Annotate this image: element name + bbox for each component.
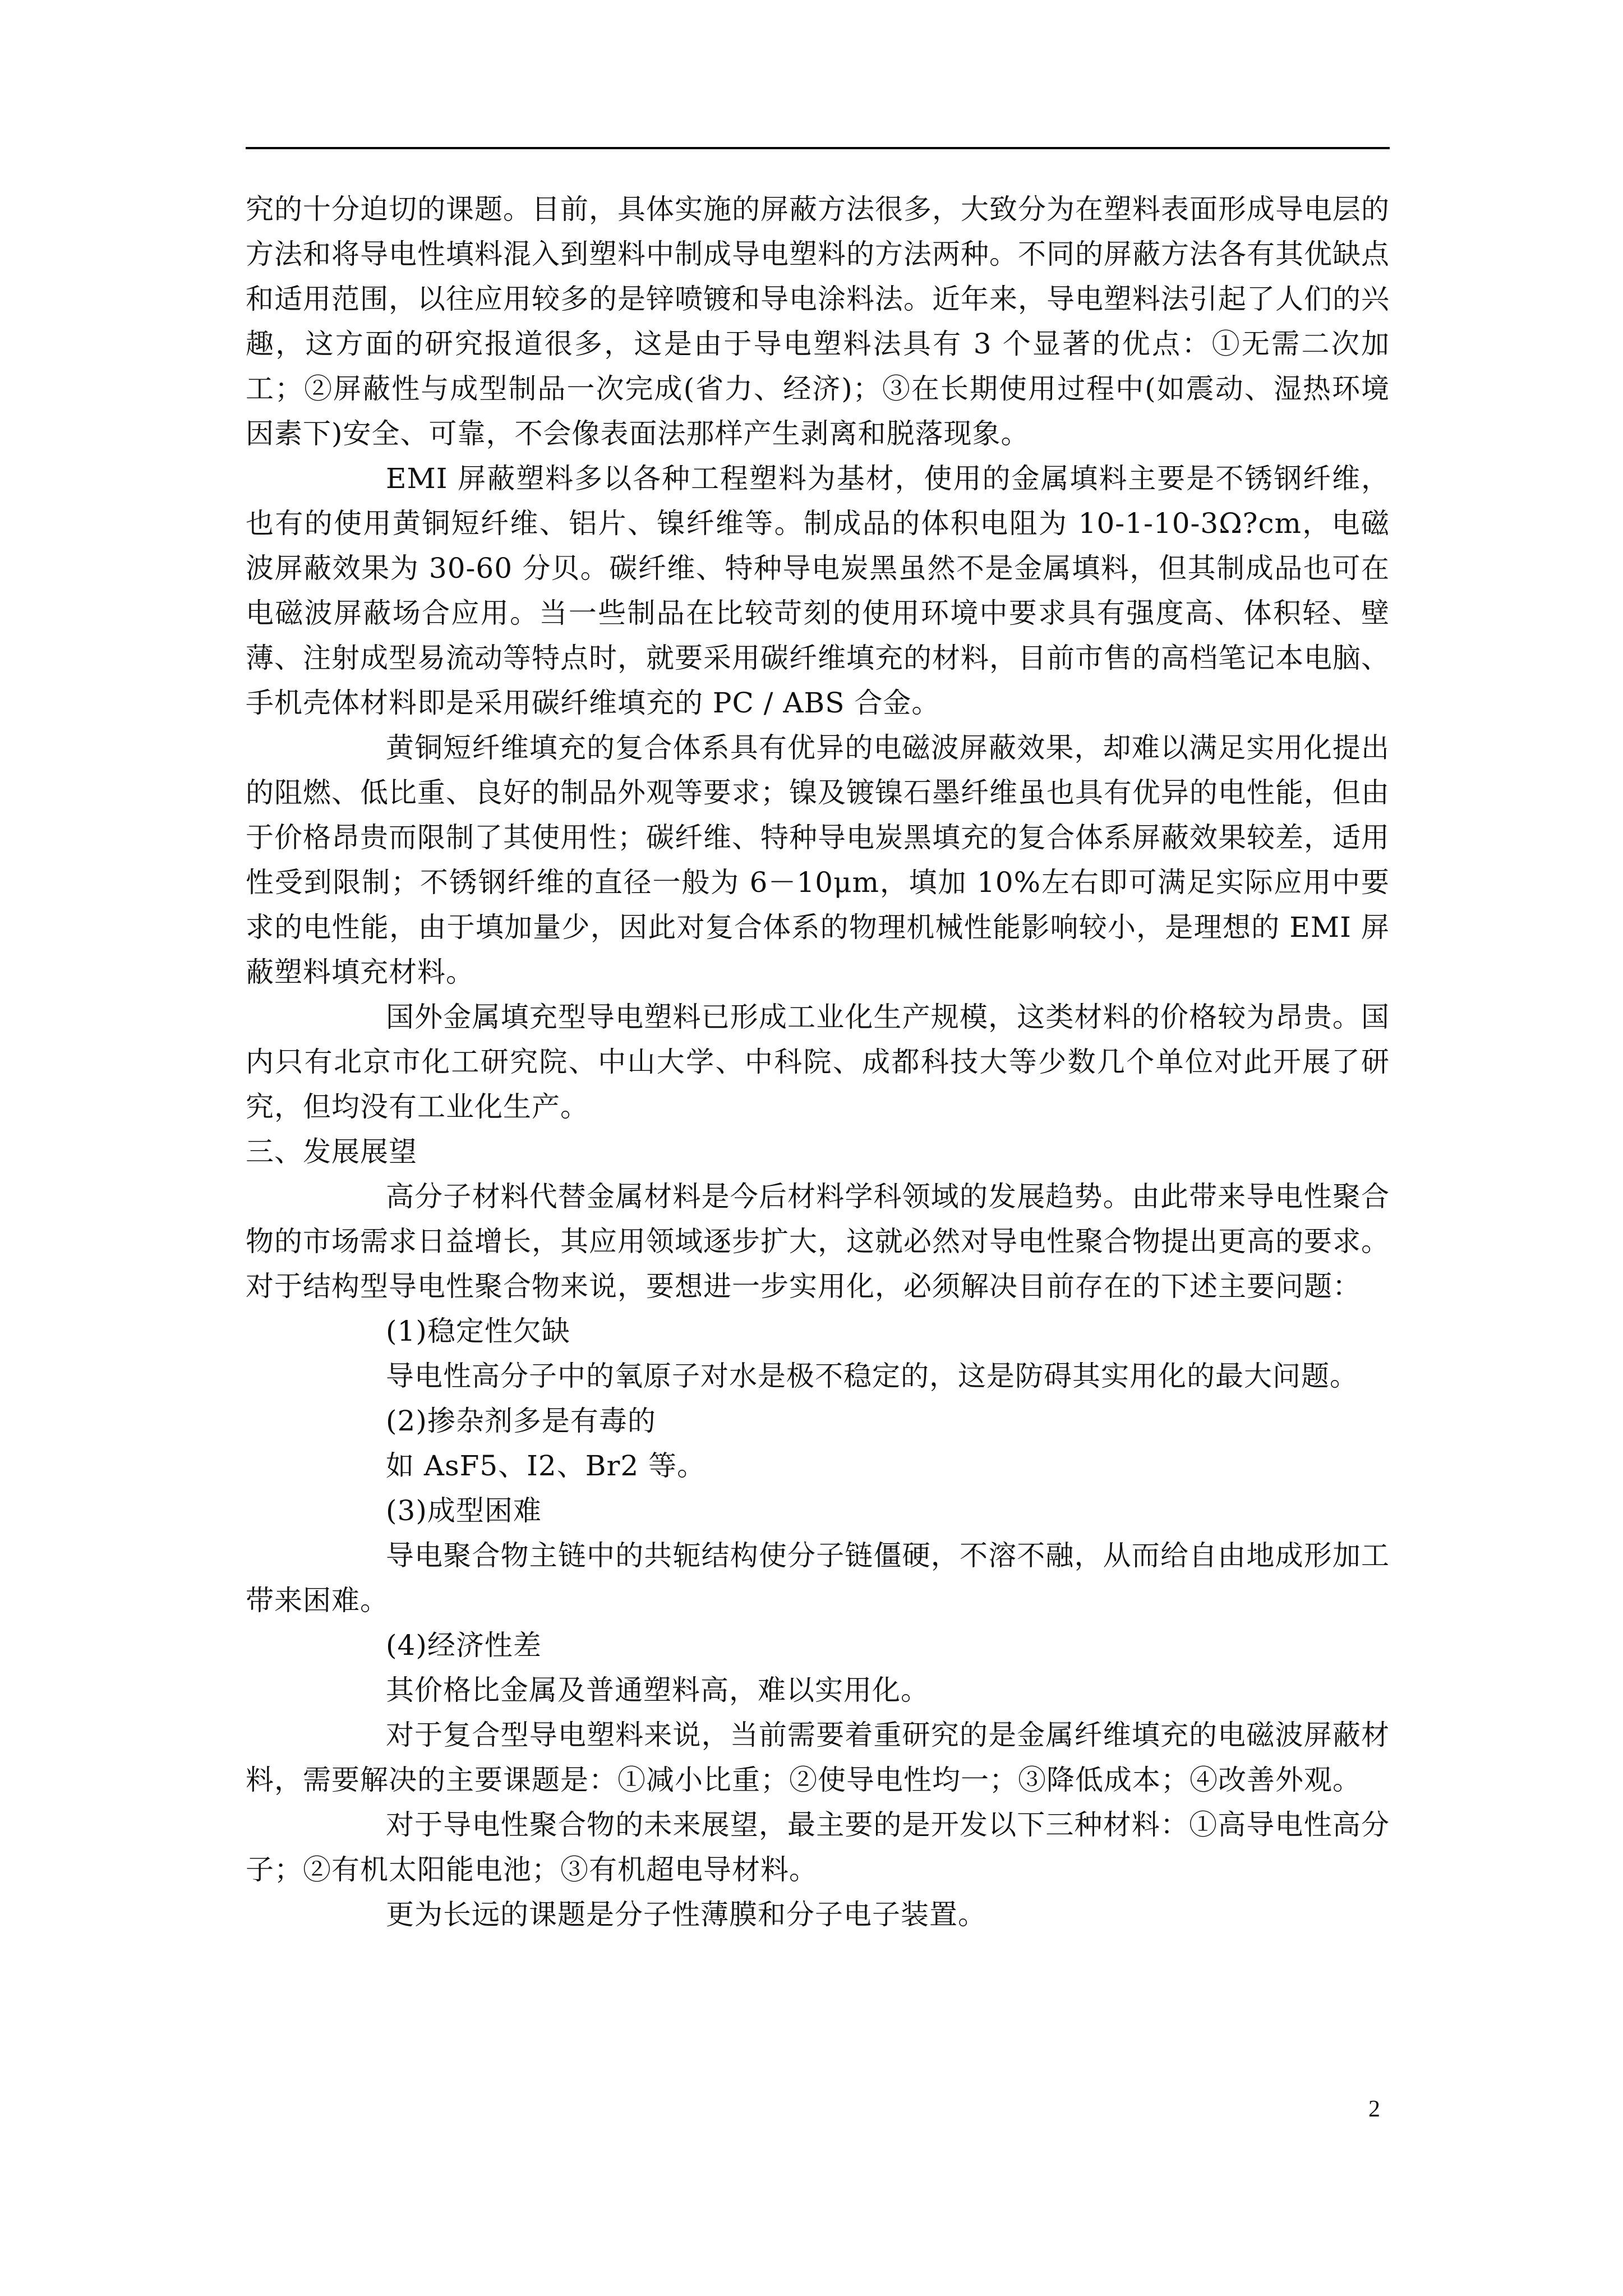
paragraph-composite-issues: 对于复合型导电塑料来说，当前需要着重研究的是金属纤维填充的电磁波屏蔽材料，需要解决的主要课题是：①减小比重；②使导电性均一；③降低成本；④改善外观。 bbox=[246, 1719, 1390, 1796]
problem-heading-3: (3)成型困难 bbox=[386, 1494, 542, 1527]
document-body bbox=[246, 187, 1390, 1937]
paragraph-trend: 高分子材料代替金属材料是今后材料学科领域的发展趋势。由此带来导电性聚合物的市场需求日益增长，其应用领域逐步扩大，这就必然对导电性聚合物提出更高的要求。对于结构型导电性聚合物来说，要想进一步实用化，必须解决目前存在的下述主要问题： bbox=[246, 1180, 1390, 1303]
paragraph-long-term: 更为长远的课题是分子性薄膜和分子电子装置。 bbox=[386, 1898, 986, 1931]
paragraph-future-materials: 对于导电性聚合物的未来展望，最主要的是开发以下三种材料：①高导电性高分子；②有机太阳能电池；③有机超电导材料。 bbox=[246, 1809, 1390, 1886]
section-heading-outlook: 三、发展展望 bbox=[246, 1135, 417, 1168]
paragraph-emi-plastics: EMI 屏蔽塑料多以各种工程塑料为基材，使用的金属填料主要是不锈钢纤维，也有的使用黄铜短纤维、铝片、镍纤维等。制成品的体积电阻为 10-1-10-3Ω?cm，电磁波屏蔽效果为 30-60 分贝。碳纤维、特种导电炭黑虽然不是金属填料，但其制成品也可在电磁波屏蔽场合应用。当一些制品在比较苛刻的使用环境中要求具有强度高、体积轻、壁薄、注射成型易流动等特点时，就要采用碳纤维填充的材料，目前市售的高档笔记本电脑、手机壳体材料即是采用碳纤维填充的 PC / ABS 合金。 bbox=[246, 462, 1390, 719]
problem-heading-2: (2)掺杂剂多是有毒的 bbox=[386, 1405, 656, 1437]
page-number: 2 bbox=[1368, 2096, 1380, 2122]
problem-detail-1: 导电性高分子中的氧原子对水是极不稳定的，这是防碍其实用化的最大问题。 bbox=[386, 1360, 1358, 1392]
problem-detail-2: 如 AsF5、I2、Br2 等。 bbox=[386, 1450, 706, 1482]
problem-heading-4: (4)经济性差 bbox=[386, 1629, 542, 1662]
problem-detail-4: 其价格比金属及普通塑料高，难以实用化。 bbox=[386, 1674, 929, 1706]
header-rule bbox=[246, 147, 1390, 149]
problem-detail-3: 导电聚合物主链中的共轭结构使分子链僵硬，不溶不融，从而给自由地成形加工带来困难。 bbox=[246, 1539, 1390, 1617]
problem-heading-1: (1)稳定性欠缺 bbox=[386, 1315, 570, 1347]
paragraph-fiber-comparison: 黄铜短纤维填充的复合体系具有优异的电磁波屏蔽效果，却难以满足实用化提出的阻燃、低比重、良好的制品外观等要求；镍及镀镍石墨纤维虽也具有优异的电性能，但由于价格昂贵而限制了其使用性；碳纤维、特种导电炭黑填充的复合体系屏蔽效果较差，适用性受到限制；不锈钢纤维的直径一般为 6－10μm，填加 10%左右即可满足实际应用中要求的电性能，由于填加量少，因此对复合体系的物理机械性能影响较小，是理想的 EMI 屏蔽塑料填充材料。 bbox=[246, 731, 1390, 988]
paragraph-shielding-methods: 究的十分迫切的课题。目前，具体实施的屏蔽方法很多，大致分为在塑料表面形成导电层的方法和将导电性填料混入到塑料中制成导电塑料的方法两种。不同的屏蔽方法各有其优缺点和适用范围，以往应用较多的是锌喷镀和导电涂料法。近年来，导电塑料法引起了人们的兴趣，这方面的研究报道很多，这是由于导电塑料法具有 3 个显著的优点：①无需二次加工；②屏蔽性与成型制品一次完成(省力、经济)；③在长期使用过程中(如震动、湿热环境因素下)安全、可靠，不会像表面法那样产生剥离和脱落现象。 bbox=[246, 193, 1390, 450]
paragraph-domestic-research: 国外金属填充型导电塑料已形成工业化生产规模，这类材料的价格较为昂贵。国内只有北京市化工研究院、中山大学、中科院、成都科技大等少数几个单位对此开展了研究，但均没有工业化生产。 bbox=[246, 1001, 1390, 1123]
